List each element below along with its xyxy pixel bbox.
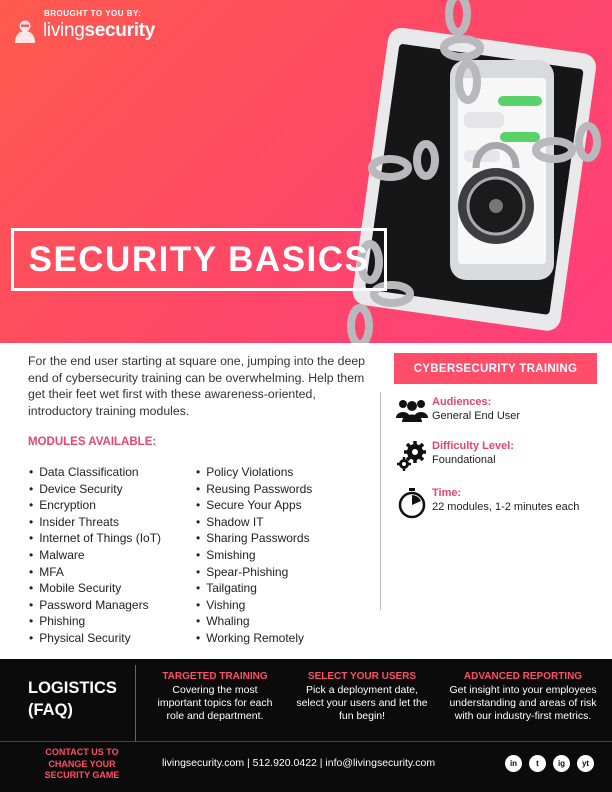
brought-to-you-label: BROUGHT TO YOU BY: [44,9,142,18]
audiences-value: General End User [432,410,521,422]
footer [0,659,612,792]
brand-logo[interactable] [12,18,155,44]
linkedin-icon[interactable]: in [505,755,522,772]
column-divider [380,392,381,610]
advanced-reporting-body: Get insight into your employees understanding and areas of risk with our industry-first metrics. [449,684,597,722]
twitter-icon[interactable]: t [529,755,546,772]
difficulty-label: Difficulty Level: [432,440,514,452]
module-item: • Whaling [196,613,312,630]
time-info [396,487,582,519]
modules-list-right [196,464,312,647]
module-item: • Data Classification [29,464,161,481]
select-users-title: SELECT YOUR USERS [307,671,417,682]
difficulty-info [396,440,514,472]
people-group-icon [396,396,428,424]
module-item: • Secure Your Apps [196,497,312,514]
intro-paragraph: For the end user starting at square one, jumping into the deep end of cybersecurity training can be overwhelming. Help them get their feet wet first with these awareness-oriented, introductory training modules. [28,354,366,418]
targeted-training-body: Covering the most important topics for each role and department. [157,684,273,722]
advanced-reporting-column [448,671,598,723]
module-item: • Spear-Phishing [196,564,312,581]
footer-divider [135,665,136,741]
page-title: SECURITY BASICS [28,239,370,279]
footer-horizontal-divider [0,741,612,742]
instagram-icon[interactable]: ig [553,755,570,772]
time-label: Time: [432,487,462,499]
modules-list-left [29,464,161,647]
module-item: • Sharing Passwords [196,530,312,547]
youtube-icon[interactable]: yt [577,755,594,772]
audiences-label: Audiences: [432,396,492,408]
module-item: • Policy Violations [196,464,312,481]
gears-icon [396,440,428,472]
audiences-info [396,396,520,424]
select-users-body: Pick a deployment date, select your users and let the fun begin! [296,684,428,722]
select-users-column [294,671,430,723]
targeted-training-column [150,671,280,723]
module-item: • Reusing Passwords [196,481,312,498]
module-item: • Internet of Things (IoT) [29,530,161,547]
module-item: • Working Remotely [196,630,312,647]
contact-us-cta[interactable]: CONTACT US TO CHANGE YOUR SECURITY GAME [44,747,120,780]
logo-text: livingsecurity [43,20,155,41]
module-item: • Tailgating [196,580,312,597]
module-item: • Insider Threats [29,514,161,531]
module-item: • Phishing [29,613,161,630]
difficulty-value: Foundational [432,454,496,466]
module-item: • Vishing [196,597,312,614]
hero-banner [0,0,612,343]
contact-details[interactable]: livingsecurity.com | 512.920.0422 | info@livingsecurity.com [162,757,436,769]
module-item: • Smishing [196,547,312,564]
module-item: • MFA [29,564,161,581]
modules-heading: MODULES AVAILABLE: [28,436,157,448]
advanced-reporting-title: ADVANCED REPORTING [463,671,583,682]
stopwatch-icon [396,487,428,519]
module-item: • Malware [29,547,161,564]
training-badge: CYBERSECURITY TRAINING [394,353,597,384]
module-item: • Shadow IT [196,514,312,531]
module-item: • Encryption [29,497,161,514]
title-box [11,228,387,291]
hooded-figure-icon [12,18,38,44]
time-value: 22 modules, 1-2 minutes each [432,501,580,513]
module-item: • Physical Security [29,630,161,647]
module-item: • Device Security [29,481,161,498]
module-item: • Password Managers [29,597,161,614]
targeted-training-title: TARGETED TRAINING [162,671,268,682]
logistics-heading: LOGISTICS (FAQ) [28,679,117,719]
module-item: • Mobile Security [29,580,161,597]
locked-phone-illustration [330,0,612,343]
